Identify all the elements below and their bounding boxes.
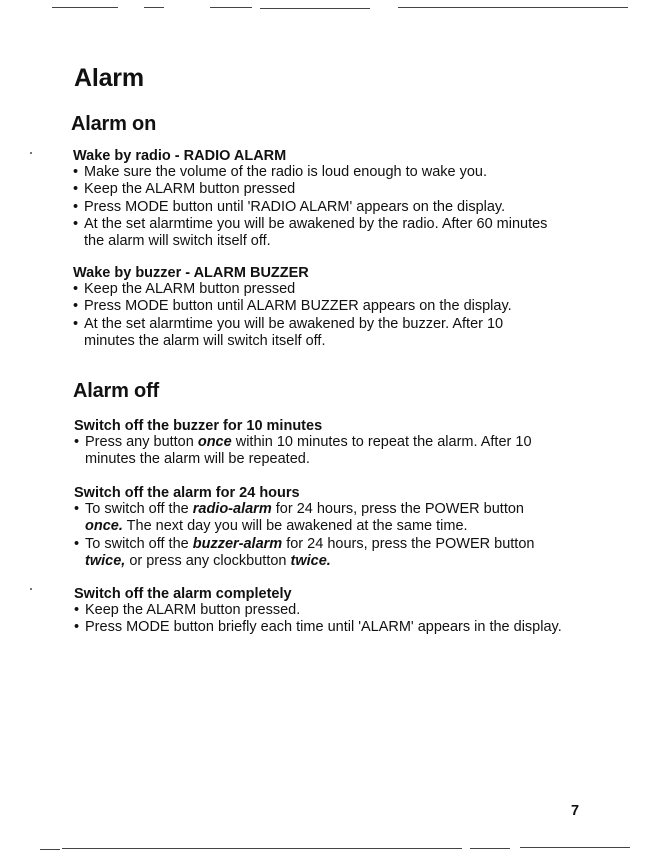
bullet-list-wake-by-buzzer (73, 281, 573, 350)
list-item: • Press MODE button until 'RADIO ALARM' appears on the display. (73, 199, 573, 216)
bullet-text-before: Press any button (85, 434, 198, 450)
page-number: 7 (571, 803, 580, 819)
subheading-wake-by-radio: Wake by radio - RADIO ALARM (73, 148, 287, 164)
bullet-text-after: within 10 minutes to repeat the alarm. After 10 minutes the alarm will be repeated. (85, 434, 532, 468)
list-item: • At the set alarmtime you will be awakened by the buzzer. After 10 minutes the alarm will switch itself off. (73, 316, 556, 351)
list-item: • Make sure the volume of the radio is loud enough to wake you. (73, 164, 573, 181)
section-heading-alarm-on: Alarm on (71, 113, 157, 135)
bullet-text-middle: for 24 hours, press the POWER button (282, 535, 535, 552)
emphasis-twice: twice. (290, 552, 331, 569)
list-item: • Keep the ALARM button pressed. (74, 602, 574, 619)
bullet-text-middle: or press any clockbutton (125, 552, 291, 569)
list-item: • Press MODE button until ALARM BUZZER appears on the display. (73, 298, 573, 315)
subheading-buzzer-10-minutes: Switch off the buzzer for 10 minutes (74, 418, 323, 434)
list-item (74, 501, 547, 536)
emphasis-once: once. (85, 518, 123, 535)
subheading-wake-by-buzzer: Wake by buzzer - ALARM BUZZER (73, 265, 309, 281)
emphasis-twice: twice, (85, 552, 126, 569)
bullet-list-buzzer-10-minutes (74, 434, 554, 469)
bullet-text-middle: for 24 hours, press the POWER button (271, 501, 524, 517)
list-item: • Keep the ALARM button pressed (73, 181, 573, 198)
emphasis-radio-alarm: radio-alarm (192, 501, 272, 517)
list-item: • Press MODE button briefly each time until 'ALARM' appears in the display. (74, 619, 565, 636)
list-item: • At the set alarmtime you will be awakened by the radio. After 60 minutes the alarm will switch itself off. (73, 216, 551, 251)
bullet-text-before: To switch off the (85, 501, 193, 517)
page-title: Alarm (74, 64, 144, 92)
list-item (74, 536, 547, 571)
top-scan-rule (0, 5, 646, 11)
section-heading-alarm-off: Alarm off (73, 380, 159, 402)
bullet-list-wake-by-radio (73, 164, 573, 250)
list-item (74, 434, 537, 469)
bullet-text-before: To switch off the (85, 535, 193, 552)
bullet-list-alarm-completely (74, 602, 574, 637)
subheading-alarm-completely: Switch off the alarm completely (74, 586, 292, 602)
scan-speck (30, 588, 32, 590)
subheading-alarm-24-hours: Switch off the alarm for 24 hours (74, 485, 300, 501)
bottom-scan-rule (0, 846, 646, 852)
bullet-text-after: The next day you will be awakened at the same time. (122, 518, 468, 535)
emphasis-buzzer-alarm: buzzer-alarm (192, 535, 283, 552)
emphasis-once: once (197, 434, 232, 450)
list-item: • Keep the ALARM button pressed (73, 281, 573, 298)
bullet-list-alarm-24-hours (74, 501, 574, 570)
scan-speck (30, 152, 32, 154)
